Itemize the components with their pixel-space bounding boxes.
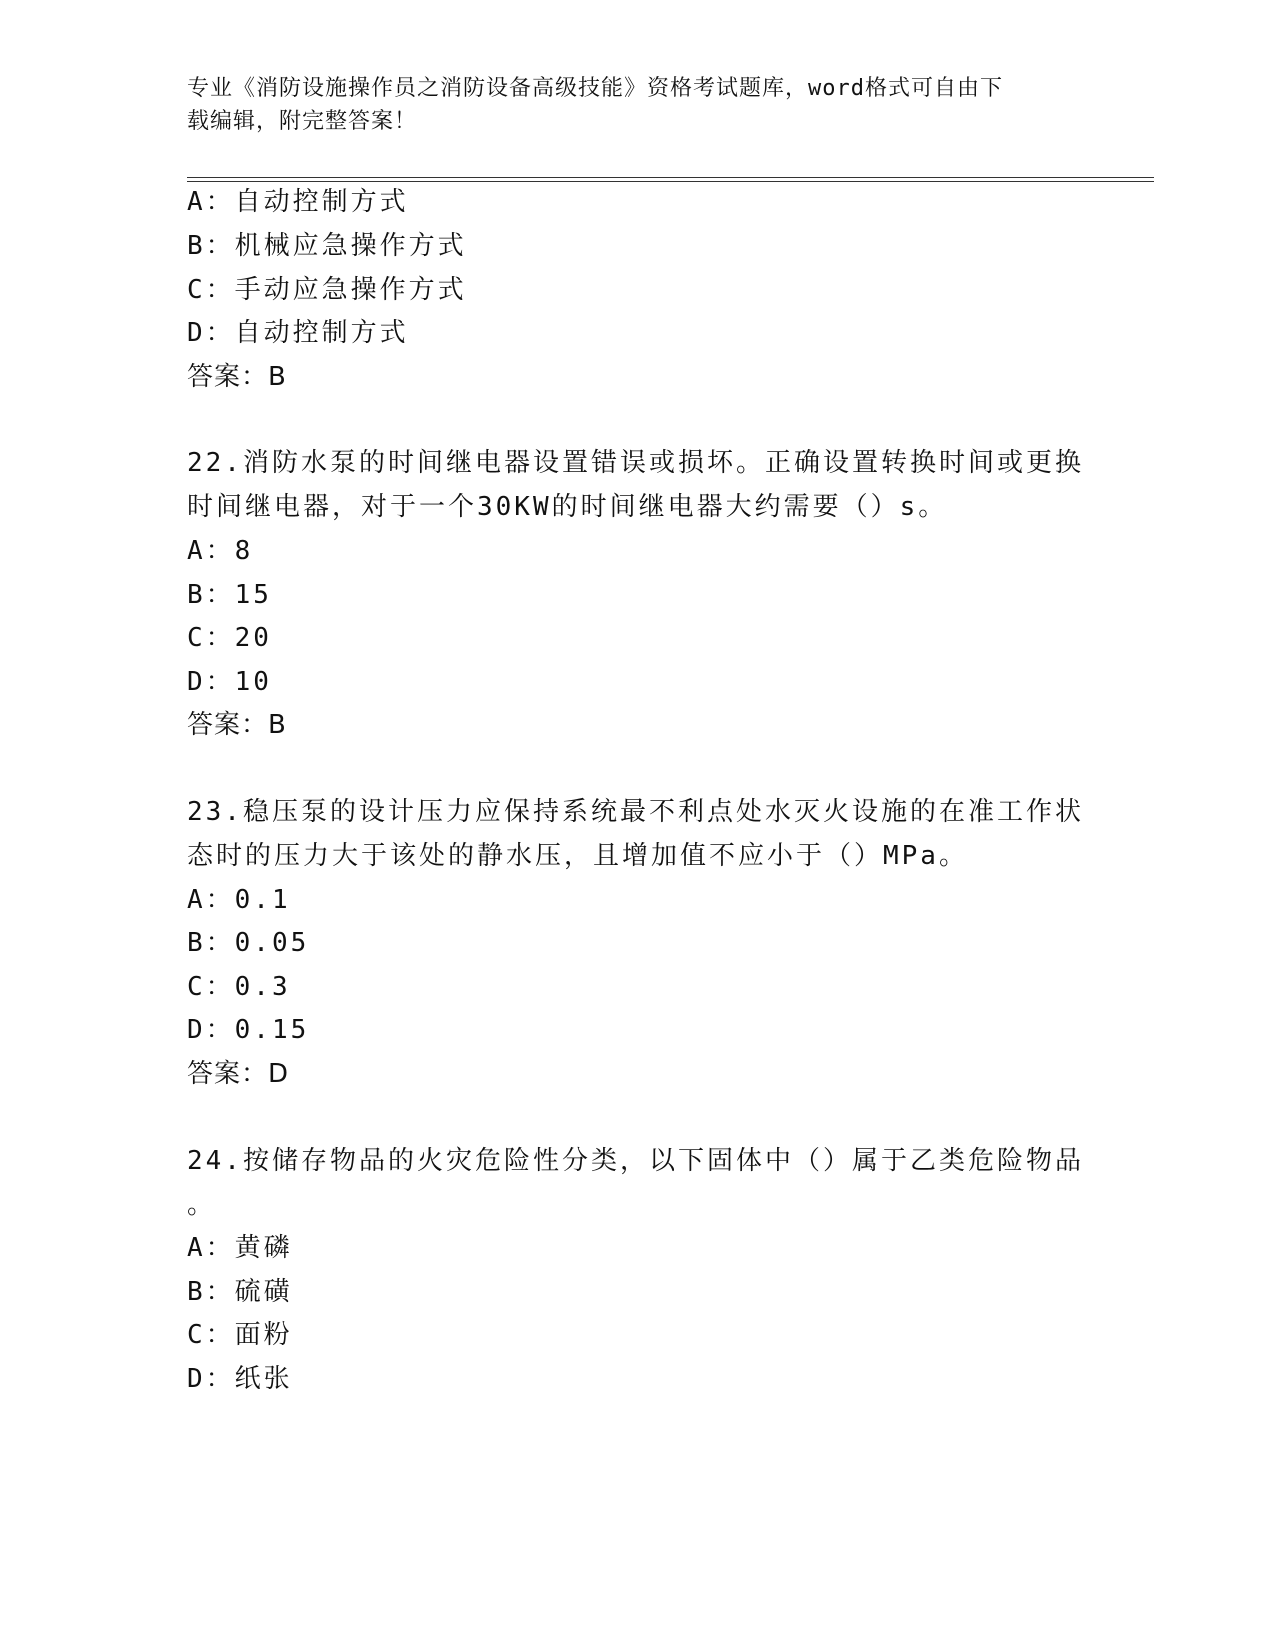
q23-option-b: B：0.05 (187, 928, 310, 958)
q22-stem-line-1: 22.消防水泵的时间继电器设置错误或损坏。正确设置转换时间或更换 (187, 448, 1084, 478)
header-divider (187, 177, 1154, 182)
q24-option-c: C：面粉 (187, 1320, 293, 1350)
q21-answer: 答案：B (187, 362, 287, 392)
q23-answer: 答案：D (187, 1059, 290, 1089)
q22-stem-line-2: 时间继电器，对于一个30KW的时间继电器大约需要（）s。 (187, 492, 948, 522)
q23-option-a: A：0.1 (187, 885, 291, 915)
q23-stem-line-1: 23.稳压泵的设计压力应保持系统最不利点处水灭火设施的在准工作状 (187, 797, 1084, 827)
q22-answer: 答案：B (187, 710, 287, 740)
q21-option-c: C：手动应急操作方式 (187, 275, 467, 305)
q24-option-b: B：硫磺 (187, 1277, 293, 1307)
q21-option-d: D：自动控制方式 (187, 318, 409, 348)
q24-option-a: A：黄磷 (187, 1233, 293, 1263)
header-line-2: 载编辑，附完整答案！ (187, 109, 418, 134)
header-line-1: 专业《消防设施操作员之消防设备高级技能》资格考试题库，word格式可自由下 (187, 76, 1003, 101)
document-header (187, 72, 1067, 138)
q21-option-a: A：自动控制方式 (187, 187, 409, 217)
q22-option-b: B：15 (187, 580, 272, 610)
q24-stem-line-2: 。 (187, 1190, 217, 1220)
q24-option-d: D：纸张 (187, 1364, 293, 1394)
q23-option-d: D：0.15 (187, 1015, 310, 1045)
q21-option-b: B：机械应急操作方式 (187, 231, 467, 261)
q22-option-a: A：8 (187, 536, 254, 566)
q22-option-d: D：10 (187, 667, 272, 697)
q23-stem-line-2: 态时的压力大于该处的静水压，且增加值不应小于（）MPa。 (187, 841, 968, 871)
q22-option-c: C：20 (187, 623, 272, 653)
q23-option-c: C：0.3 (187, 972, 291, 1002)
q24-stem-line-1: 24.按储存物品的火灾危险性分类，以下固体中（）属于乙类危险物品 (187, 1146, 1084, 1176)
